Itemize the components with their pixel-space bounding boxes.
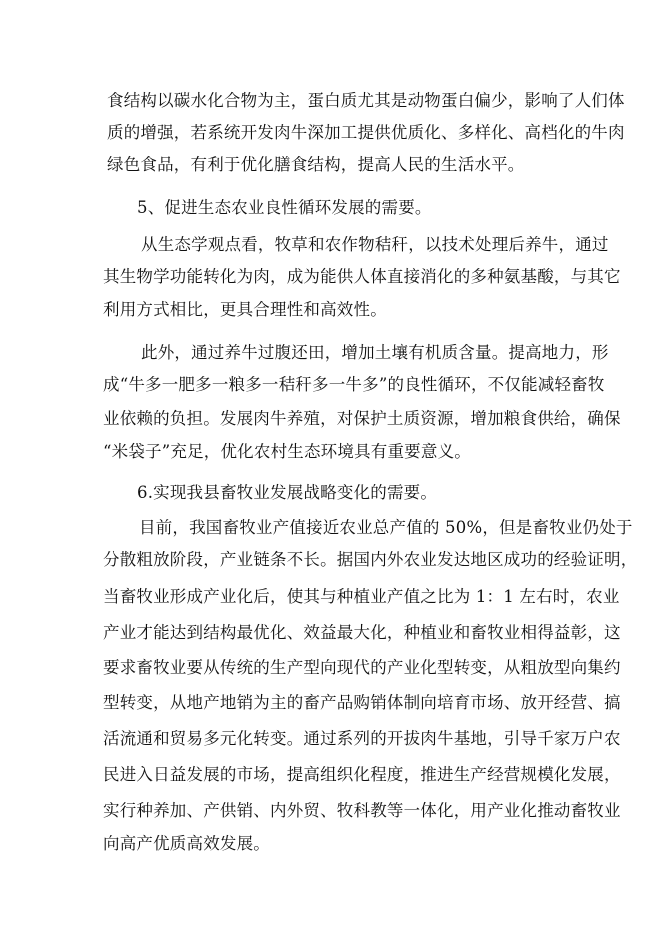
paragraph-1-line-3: 绿色食品，有利于优化膳食结构，提高人民的生活水平。 bbox=[107, 155, 525, 174]
paragraph-3-line-2: 成“牛多一肥多一粮多一秸秆多一牛多”的良性循环，不仅能减轻畜牧 bbox=[103, 375, 605, 394]
paragraph-4-line-8: 民进入日益发展的市场，提高组织化程度，推进生产经营规模化发展， bbox=[103, 765, 621, 784]
paragraph-2-line-1: 从生态学观点看，牧草和农作物秸秆，以技术处理后养牛，通过 bbox=[141, 235, 609, 254]
paragraph-2-line-3: 利用方式相比，更具合理性和高效性。 bbox=[103, 300, 387, 319]
paragraph-3-line-4: “米袋子”充足，优化农村生态环境具有重要意义。 bbox=[103, 442, 471, 461]
paragraph-3-line-1: 此外，通过养牛过腹还田，增加土壤有机质含量。提高地力，形 bbox=[141, 343, 609, 362]
paragraph-1-line-2: 质的增强，若系统开发肉牛深加工提供优质化、多样化、高档化的牛肉 bbox=[107, 123, 625, 142]
paragraph-4-line-1: 目前，我国畜牧业产值接近农业总产值的 50%，但是畜牧业仍处于 bbox=[139, 518, 633, 537]
paragraph-4-line-6: 型转变，从地产地销为主的畜产品购销体制向培育市场、放开经营、搞 bbox=[103, 693, 621, 712]
paragraph-4-line-9: 实行种养加、产供销、内外贸、牧科教等一体化，用产业化推动畜牧业 bbox=[103, 801, 621, 820]
paragraph-4-line-4: 产业才能达到结构最优化、效益最大化，种植业和畜牧业相得益彰，这 bbox=[103, 623, 621, 642]
paragraph-4-line-10: 向高产优质高效发展。 bbox=[103, 834, 270, 853]
paragraph-2-line-2: 其生物学功能转化为肉，成为能供人体直接消化的多种氨基酸，与其它 bbox=[103, 267, 621, 286]
section-heading-6: 6.实现我县畜牧业发展战略变化的需要。 bbox=[137, 483, 438, 502]
section-heading-5: 5、促进生态农业良性循环发展的需要。 bbox=[137, 198, 432, 217]
paragraph-1-line-1: 食结构以碳水化合物为主，蛋白质尤其是动物蛋白偏少，影响了人们体 bbox=[107, 91, 625, 110]
paragraph-4-line-2: 分散粗放阶段，产业链条不长。据国内外农业发达地区成功的经验证明， bbox=[103, 550, 638, 569]
paragraph-4-line-5: 要求畜牧业要从传统的生产型向现代的产业化型转变，从粗放型向集约 bbox=[103, 658, 621, 677]
paragraph-4-line-3: 当畜牧业形成产业化后，使其与种植业产值之比为 1：1 左右时，农业 bbox=[103, 587, 620, 606]
paragraph-4-line-7: 活流通和贸易多元化转变。通过系列的开拔肉牛基地，引导千家万户农 bbox=[103, 729, 621, 748]
paragraph-3-line-3: 业依赖的负担。发展肉牛养殖，对保护土质资源，增加粮食供给，确保 bbox=[103, 409, 621, 428]
